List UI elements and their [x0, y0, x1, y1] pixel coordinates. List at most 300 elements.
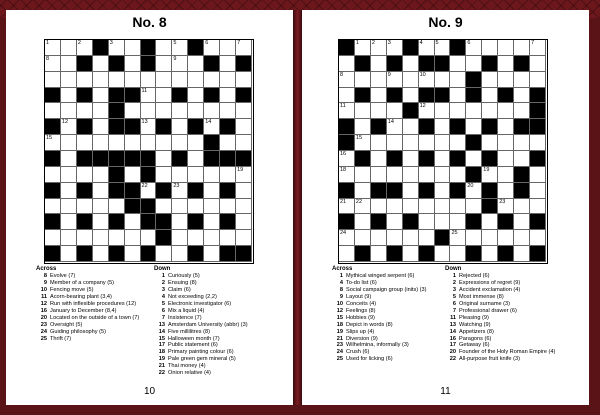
grid-cell[interactable] [355, 214, 371, 230]
grid-cell[interactable] [339, 88, 355, 104]
grid-cell[interactable] [93, 230, 109, 246]
grid-cell[interactable] [466, 40, 482, 56]
grid-cell[interactable] [141, 103, 157, 119]
grid-block [236, 151, 252, 167]
grid-cell[interactable] [403, 183, 419, 199]
cell-number: 9 [387, 71, 391, 78]
grid-cell[interactable] [204, 230, 220, 246]
grid-cell[interactable] [156, 135, 172, 151]
grid-cell[interactable] [466, 151, 482, 167]
grid-cell[interactable] [156, 56, 172, 72]
grid-cell[interactable] [450, 88, 466, 104]
across-clue [332, 287, 452, 294]
grid-cell[interactable] [77, 199, 93, 215]
grid-cell[interactable] [435, 214, 451, 230]
grid-cell[interactable] [498, 199, 514, 215]
grid-cell[interactable] [45, 135, 61, 151]
grid-cell[interactable] [109, 72, 125, 88]
grid-cell[interactable] [371, 88, 387, 104]
grid-cell[interactable] [45, 167, 61, 183]
grid-cell[interactable] [514, 151, 530, 167]
clue-text: Thrift (7) [50, 335, 72, 342]
grid-cell[interactable] [498, 72, 514, 88]
across-clue [332, 336, 452, 343]
grid-cell[interactable] [530, 56, 546, 72]
grid-cell[interactable] [204, 214, 220, 230]
grid-block [125, 119, 141, 135]
grid-cell[interactable] [371, 199, 387, 215]
grid-cell[interactable] [220, 167, 236, 183]
grid-cell[interactable] [355, 103, 371, 119]
grid-cell[interactable] [403, 246, 419, 262]
grid-cell[interactable] [45, 230, 61, 246]
grid-cell[interactable] [339, 56, 355, 72]
grid-cell[interactable] [125, 167, 141, 183]
grid-cell[interactable] [172, 119, 188, 135]
grid-block [466, 214, 482, 230]
grid-cell[interactable] [435, 103, 451, 119]
grid-cell[interactable] [236, 72, 252, 88]
grid-cell[interactable] [109, 40, 125, 56]
grid-cell[interactable] [156, 246, 172, 262]
grid-cell[interactable] [466, 183, 482, 199]
grid-cell[interactable] [419, 103, 435, 119]
grid-cell[interactable] [530, 72, 546, 88]
grid-cell[interactable] [172, 135, 188, 151]
clue-number: 10 [336, 301, 343, 308]
grid-cell[interactable] [482, 40, 498, 56]
page-number: 10 [143, 386, 156, 397]
grid-cell[interactable] [61, 214, 77, 230]
grid-cell[interactable] [371, 56, 387, 72]
grid-cell[interactable] [77, 72, 93, 88]
grid-block [530, 151, 546, 167]
grid-cell[interactable] [530, 135, 546, 151]
grid-cell[interactable] [419, 230, 435, 246]
grid-cell[interactable] [435, 151, 451, 167]
grid-cell[interactable] [109, 199, 125, 215]
grid-cell[interactable] [450, 167, 466, 183]
grid-cell[interactable] [204, 246, 220, 262]
cell-number: 6 [205, 40, 209, 46]
cell-number: 12 [419, 103, 426, 110]
grid-cell[interactable] [355, 119, 371, 135]
down-clue [154, 322, 274, 329]
grid-cell[interactable] [188, 230, 204, 246]
grid-cell[interactable] [387, 119, 403, 135]
grid-cell[interactable] [61, 246, 77, 262]
grid-cell[interactable] [435, 40, 451, 56]
grid-cell[interactable] [514, 199, 530, 215]
grid-cell[interactable] [156, 167, 172, 183]
grid-cell[interactable] [61, 119, 77, 135]
grid-cell[interactable] [371, 40, 387, 56]
grid-cell[interactable] [109, 230, 125, 246]
grid-cell[interactable] [45, 72, 61, 88]
grid-cell[interactable] [77, 135, 93, 151]
grid-cell[interactable] [435, 72, 451, 88]
grid-cell[interactable] [466, 199, 482, 215]
grid-cell[interactable] [93, 167, 109, 183]
grid-cell[interactable] [61, 72, 77, 88]
crossword-grid[interactable] [338, 39, 548, 264]
grid-cell[interactable] [355, 72, 371, 88]
grid-cell[interactable] [93, 103, 109, 119]
grid-cell[interactable] [355, 40, 371, 56]
cell-number: 15 [46, 135, 53, 142]
grid-cell[interactable] [61, 151, 77, 167]
grid-cell[interactable] [466, 56, 482, 72]
clue-number: 14 [449, 328, 456, 335]
grid-cell[interactable] [482, 135, 498, 151]
grid-cell[interactable] [156, 72, 172, 88]
grid-cell[interactable] [403, 230, 419, 246]
clue-text: Accident exclamation (4) [459, 287, 521, 294]
grid-cell[interactable] [403, 72, 419, 88]
grid-cell[interactable] [482, 214, 498, 230]
grid-cell[interactable] [466, 119, 482, 135]
grid-cell[interactable] [188, 151, 204, 167]
grid-cell[interactable] [77, 40, 93, 56]
grid-cell[interactable] [156, 40, 172, 56]
grid-cell[interactable] [435, 246, 451, 262]
grid-cell[interactable] [236, 183, 252, 199]
grid-cell[interactable] [419, 214, 435, 230]
puzzle-title: No. 8 [132, 14, 167, 30]
across-clue [36, 329, 152, 336]
grid-cell[interactable] [93, 119, 109, 135]
grid-cell[interactable] [45, 56, 61, 72]
grid-cell[interactable] [141, 135, 157, 151]
grid-cell[interactable] [419, 135, 435, 151]
grid-cell[interactable] [403, 167, 419, 183]
grid-cell[interactable] [77, 230, 93, 246]
grid-cell[interactable] [482, 103, 498, 119]
grid-cell[interactable] [188, 88, 204, 104]
grid-cell[interactable] [450, 135, 466, 151]
grid-cell[interactable] [172, 40, 188, 56]
grid-cell[interactable] [419, 167, 435, 183]
grid-cell[interactable] [220, 230, 236, 246]
grid-cell[interactable] [403, 56, 419, 72]
grid-cell[interactable] [172, 103, 188, 119]
grid-cell[interactable] [482, 72, 498, 88]
grid-cell[interactable] [450, 246, 466, 262]
grid-cell[interactable] [77, 167, 93, 183]
grid-cell[interactable] [498, 40, 514, 56]
grid-cell[interactable] [220, 103, 236, 119]
grid-cell[interactable] [141, 230, 157, 246]
grid-block [355, 246, 371, 262]
grid-cell[interactable] [498, 230, 514, 246]
grid-cell[interactable] [530, 40, 546, 56]
grid-cell[interactable] [450, 103, 466, 119]
grid-cell[interactable] [61, 199, 77, 215]
clue-number: 13 [158, 321, 165, 328]
grid-cell[interactable] [498, 119, 514, 135]
grid-cell[interactable] [236, 199, 252, 215]
grid-cell[interactable] [45, 199, 61, 215]
grid-cell[interactable] [387, 72, 403, 88]
grid-cell[interactable] [172, 214, 188, 230]
cell-number: 7 [531, 40, 535, 46]
across-clue [332, 349, 452, 356]
grid-cell[interactable] [339, 167, 355, 183]
grid-cell[interactable] [172, 183, 188, 199]
grid-cell[interactable] [482, 167, 498, 183]
crossword-grid[interactable] [44, 39, 254, 264]
grid-cell[interactable] [482, 230, 498, 246]
grid-cell[interactable] [419, 40, 435, 56]
grid-cell[interactable] [498, 135, 514, 151]
grid-cell[interactable] [188, 199, 204, 215]
grid-cell[interactable] [125, 72, 141, 88]
grid-cell[interactable] [204, 167, 220, 183]
clue-number: 12 [336, 307, 343, 314]
grid-cell[interactable] [188, 56, 204, 72]
grid-block [482, 199, 498, 215]
grid-cell[interactable] [172, 230, 188, 246]
grid-cell[interactable] [61, 88, 77, 104]
grid-cell[interactable] [482, 88, 498, 104]
grid-cell[interactable] [93, 183, 109, 199]
grid-cell[interactable] [61, 183, 77, 199]
grid-cell[interactable] [93, 56, 109, 72]
grid-cell[interactable] [355, 199, 371, 215]
grid-cell[interactable] [204, 72, 220, 88]
down-clue [154, 370, 274, 377]
grid-cell[interactable] [236, 167, 252, 183]
grid-cell[interactable] [387, 214, 403, 230]
grid-cell[interactable] [514, 246, 530, 262]
grid-cell[interactable] [435, 167, 451, 183]
grid-block [125, 183, 141, 199]
grid-cell[interactable] [387, 103, 403, 119]
grid-cell[interactable] [61, 103, 77, 119]
grid-cell[interactable] [45, 40, 61, 56]
clue-number: 1 [161, 273, 165, 280]
across-clue [332, 308, 452, 315]
grid-cell[interactable] [188, 135, 204, 151]
grid-cell[interactable] [530, 230, 546, 246]
grid-cell[interactable] [403, 199, 419, 215]
grid-cell[interactable] [339, 103, 355, 119]
grid-cell[interactable] [387, 135, 403, 151]
grid-cell[interactable] [514, 103, 530, 119]
grid-cell[interactable] [387, 199, 403, 215]
grid-cell[interactable] [450, 230, 466, 246]
grid-cell[interactable] [530, 183, 546, 199]
grid-cell[interactable] [141, 183, 157, 199]
grid-cell[interactable] [156, 88, 172, 104]
grid-cell[interactable] [514, 214, 530, 230]
grid-cell[interactable] [466, 230, 482, 246]
grid-cell[interactable] [450, 56, 466, 72]
grid-cell[interactable] [172, 56, 188, 72]
grid-cell[interactable] [220, 135, 236, 151]
grid-cell[interactable] [403, 88, 419, 104]
grid-cell[interactable] [371, 103, 387, 119]
grid-cell[interactable] [371, 151, 387, 167]
grid-cell[interactable] [450, 214, 466, 230]
grid-cell[interactable] [339, 151, 355, 167]
clue-text: Watching (9) [459, 321, 491, 328]
grid-cell[interactable] [125, 230, 141, 246]
grid-cell[interactable] [236, 40, 252, 56]
clue-text: Acorn-bearing plant (3,4) [50, 294, 112, 301]
grid-cell[interactable] [93, 72, 109, 88]
cell-number: 8 [46, 55, 50, 62]
grid-cell[interactable] [125, 214, 141, 230]
grid-cell[interactable] [61, 135, 77, 151]
grid-cell[interactable] [61, 56, 77, 72]
grid-cell[interactable] [339, 72, 355, 88]
grid-cell[interactable] [125, 40, 141, 56]
grid-cell[interactable] [61, 167, 77, 183]
down-clue [154, 363, 274, 370]
grid-cell[interactable] [141, 119, 157, 135]
grid-cell[interactable] [220, 88, 236, 104]
grid-block [435, 230, 451, 246]
grid-cell[interactable] [514, 88, 530, 104]
grid-cell[interactable] [236, 103, 252, 119]
grid-cell[interactable] [435, 199, 451, 215]
grid-cell[interactable] [371, 135, 387, 151]
grid-cell[interactable] [188, 72, 204, 88]
grid-cell[interactable] [435, 183, 451, 199]
grid-cell[interactable] [419, 72, 435, 88]
clue-number: 8 [43, 273, 47, 280]
grid-cell[interactable] [156, 199, 172, 215]
grid-cell[interactable] [435, 135, 451, 151]
grid-block [530, 103, 546, 119]
grid-cell[interactable] [109, 135, 125, 151]
grid-cell[interactable] [514, 135, 530, 151]
grid-cell[interactable] [125, 56, 141, 72]
grid-cell[interactable] [236, 119, 252, 135]
grid-cell[interactable] [450, 199, 466, 215]
grid-cell[interactable] [403, 119, 419, 135]
grid-cell[interactable] [498, 56, 514, 72]
grid-cell[interactable] [220, 199, 236, 215]
grid-cell[interactable] [371, 72, 387, 88]
grid-cell[interactable] [156, 151, 172, 167]
grid-cell[interactable] [498, 167, 514, 183]
grid-cell[interactable] [172, 167, 188, 183]
grid-cell[interactable] [466, 103, 482, 119]
grid-cell[interactable] [371, 230, 387, 246]
down-clue [154, 301, 274, 308]
down-clue [445, 280, 565, 287]
grid-cell[interactable] [61, 230, 77, 246]
grid-cell[interactable] [355, 183, 371, 199]
grid-cell[interactable] [204, 183, 220, 199]
grid-cell[interactable] [125, 135, 141, 151]
grid-cell[interactable] [93, 135, 109, 151]
grid-cell[interactable] [204, 40, 220, 56]
grid-cell[interactable] [355, 230, 371, 246]
grid-cell[interactable] [498, 183, 514, 199]
grid-cell[interactable] [204, 103, 220, 119]
grid-cell[interactable] [236, 214, 252, 230]
grid-cell[interactable] [387, 40, 403, 56]
grid-cell[interactable] [93, 246, 109, 262]
grid-cell[interactable] [188, 103, 204, 119]
grid-cell[interactable] [530, 199, 546, 215]
grid-cell[interactable] [93, 88, 109, 104]
grid-cell[interactable] [403, 135, 419, 151]
across-clue [332, 322, 452, 329]
grid-cell[interactable] [355, 135, 371, 151]
grid-cell[interactable] [156, 103, 172, 119]
grid-cell[interactable] [236, 135, 252, 151]
grid-cell[interactable] [387, 167, 403, 183]
grid-cell[interactable] [93, 199, 109, 215]
grid-cell[interactable] [204, 199, 220, 215]
grid-cell[interactable] [371, 246, 387, 262]
clue-text: Pale green gem mineral (5) [168, 356, 236, 363]
grid-cell[interactable] [204, 119, 220, 135]
grid-cell[interactable] [125, 103, 141, 119]
down-clue [154, 329, 274, 336]
grid-cell[interactable] [141, 88, 157, 104]
grid-block [387, 56, 403, 72]
cell-number: 15 [355, 135, 363, 142]
grid-cell[interactable] [339, 199, 355, 215]
grid-cell[interactable] [220, 56, 236, 72]
grid-cell[interactable] [125, 246, 141, 262]
grid-block [236, 246, 252, 262]
grid-cell[interactable] [45, 103, 61, 119]
grid-cell[interactable] [355, 167, 371, 183]
clue-text: Run with inflexible procedures (12) [50, 301, 137, 308]
grid-cell[interactable] [172, 199, 188, 215]
grid-cell[interactable] [220, 72, 236, 88]
grid-cell[interactable] [188, 167, 204, 183]
grid-cell[interactable] [514, 72, 530, 88]
grid-cell[interactable] [450, 72, 466, 88]
grid-block [355, 151, 371, 167]
grid-cell[interactable] [435, 119, 451, 135]
grid-cell[interactable] [419, 199, 435, 215]
grid-cell[interactable] [498, 103, 514, 119]
cell-number: 7 [237, 40, 241, 46]
grid-cell[interactable] [498, 151, 514, 167]
grid-block [514, 183, 530, 199]
grid-cell[interactable] [403, 151, 419, 167]
grid-cell[interactable] [339, 246, 355, 262]
grid-block [514, 119, 530, 135]
grid-cell[interactable] [61, 40, 77, 56]
grid-cell[interactable] [220, 40, 236, 56]
grid-cell[interactable] [387, 230, 403, 246]
grid-cell[interactable] [141, 72, 157, 88]
grid-cell[interactable] [530, 167, 546, 183]
grid-cell[interactable] [482, 246, 498, 262]
grid-cell[interactable] [77, 103, 93, 119]
grid-cell[interactable] [514, 230, 530, 246]
grid-cell[interactable] [339, 230, 355, 246]
grid-cell[interactable] [172, 246, 188, 262]
grid-cell[interactable] [514, 40, 530, 56]
grid-cell[interactable] [172, 72, 188, 88]
grid-cell[interactable] [371, 167, 387, 183]
cell-number: 9 [173, 55, 177, 62]
grid-cell[interactable] [236, 230, 252, 246]
grid-block [77, 56, 93, 72]
clue-text: Amsterdam University (abbr) (3) [168, 321, 248, 328]
grid-cell[interactable] [93, 214, 109, 230]
